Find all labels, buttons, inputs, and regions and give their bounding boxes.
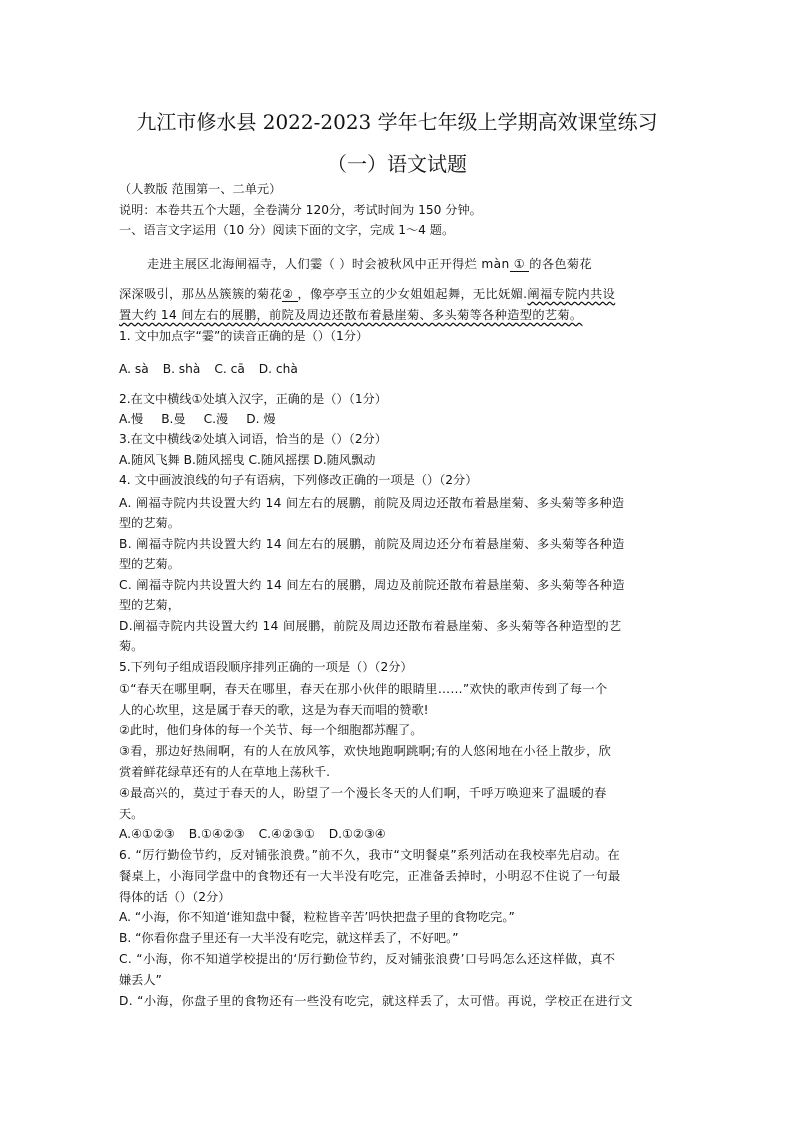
question-3-options: A.随风飞舞 B.随风摇曳 C.随风摇摆 D.随风飘动 — [119, 453, 376, 467]
passage-text: 的各色菊花 — [529, 257, 592, 271]
edition-note: （人教版 范围第一、二单元） — [119, 182, 282, 196]
question-4-option-c: C. 阐福寺院内共设置大约 14 间左右的展鹏，周边及前院还散布着悬崖菊、多头菊等各种造 — [119, 578, 625, 592]
option-c: C.④②③① — [258, 827, 315, 841]
passage-line-2 — [119, 286, 615, 302]
passage-line-3: 置大约 14 间左右的展鹏，前院及周边还散布着悬崖菊、多头菊等各种造型的艺菊。 — [119, 308, 583, 322]
question-4-option-a-cont: 型的艺菊。 — [119, 516, 180, 530]
option-a: A. sà — [119, 362, 149, 376]
option-b: B. shà — [162, 362, 201, 376]
option-d: D.①②③④ — [328, 827, 386, 841]
question-4-option-a: A. 阐福寺院内共设置大约 14 间左右的展鹏，前院及周边还散布着悬崖菊、多头菊等多种造 — [119, 496, 625, 510]
question-3-stem: 3.在文中横线②处填入词语，恰当的是（）（2分） — [119, 432, 387, 446]
blank-2: ② — [282, 287, 298, 301]
section-heading: 一、语言文字运用（10 分）阅读下面的文字，完成 1～4 题。 — [119, 223, 455, 237]
option-b: B.曼 — [161, 412, 186, 426]
option-a: A.慢 — [119, 412, 144, 426]
wavy-sentence: 阐福专院内共设 — [527, 287, 616, 301]
question-5-sentence-1-cont: 人的心坎里，这是属于春天的歌，这是为春天而唱的赞歌! — [119, 703, 429, 717]
passage-line-1 — [147, 256, 592, 272]
option-c: C.漫 — [203, 412, 229, 426]
question-5-sentence-4-cont: 天。 — [119, 807, 144, 821]
question-6-option-a: A. “小海，你不知道‘谁知盘中餐，粒粒皆辛苦’吗快把盘子里的食物吃完。” — [119, 910, 515, 924]
question-6-option-c-cont: 嫌丢人” — [119, 973, 162, 987]
option-d: D. chà — [258, 362, 298, 376]
question-4-option-b: B. 阐福寺院内共设置大约 14 间左右的展鹏，前院及周边还分布着悬崖菊、多头菊等各种造 — [119, 537, 625, 551]
question-4-option-c-cont: 型的艺菊， — [119, 598, 180, 612]
exam-title-line2: （一）语文试题 — [327, 152, 467, 176]
question-5-sentence-2: ②此时，他们身体的每一个关节、每一个细胞都苏醒了。 — [119, 723, 423, 737]
question-5-stem: 5.下列句子组成语段顺序排列正确的一项是（）（2分） — [119, 660, 413, 674]
question-4-stem: 4. 文中画波浪线的句子有语病，下列修改正确的一项是（）（2分） — [119, 473, 478, 487]
question-2-options — [119, 411, 294, 427]
question-5-sentence-3: ③看，那边好热闹啊，有的人在放风筝，欢快地跑啊跳啊;有的人悠闲地在小径上散步，欣 — [119, 744, 612, 758]
instructions: 说明：本卷共五个大题，全卷满分 120分，考试时间为 150 分钟。 — [119, 203, 482, 217]
blank-1: ① — [509, 257, 530, 271]
question-5-sentence-3-cont: 赏着鲜花绿草还有的人在草地上荡秋千. — [119, 765, 331, 779]
option-c: C. cā — [214, 362, 245, 376]
question-4-option-d: D.阐福寺院内共设置大约 14 间展鹏，前院及周边还散布着悬崖菊、多头菊等各种造型的艺 — [119, 619, 622, 633]
question-2-stem: 2.在文中横线①处填入汉字，正确的是（）（1分） — [119, 392, 387, 406]
question-6-stem-cont: 餐桌上，小海同学盘中的食物还有一大半没有吃完，正准备丢掉时，小明忍不住说了一句最 — [119, 869, 621, 883]
passage-text: ，像亭亭玉立的少女姐姐起舞，无比妩媚. — [297, 287, 528, 301]
question-5-options — [119, 826, 400, 842]
question-4-option-b-cont: 型的艺菊。 — [119, 557, 180, 571]
question-5-sentence-1: ①“春天在哪里啊，春天在哪里，春天在那小伙伴的眼睛里……”欢快的歌声传到了每一个 — [119, 682, 608, 696]
question-6-stem-end: 得体的话（）（2分） — [119, 890, 231, 904]
option-b: B.①④②③ — [188, 827, 245, 841]
option-d: D. 熳 — [246, 412, 276, 426]
passage-text: 深深吸引，那丛丛簇簇的菊花 — [119, 287, 282, 301]
exam-title-line1: 九江市修水县 2022-2023 学年七年级上学期高效课堂练习 — [136, 110, 658, 134]
question-6-option-c: C. “小海，你不知道学校提出的‘厉行勤俭节约，反对铺张浪费’口号吗怎么还这样做，真不 — [119, 952, 616, 966]
question-4-option-d-cont: 菊。 — [119, 639, 144, 653]
question-1-stem: 1. 文中加点字“霎”的读音正确的是（）（1分） — [119, 329, 369, 343]
question-1-options — [119, 361, 312, 377]
passage-text: 走进主展区北海闸福寺，人们霎（ ）时会被秋风中正开得烂 màn — [147, 257, 510, 271]
question-6-option-d: D. “小海，你盘子里的食物还有一些没有吃完，就这样丢了，太可惜。再说，学校正在进行文 — [119, 994, 633, 1008]
question-6-stem: 6. “厉行勤俭节约，反对铺张浪费。”前不久，我市“文明餐桌”系列活动在我校率先启动。在 — [119, 848, 620, 862]
question-6-option-b: B. “你看你盘子里还有一大半没有吃完，就这样丢了，不好吧。” — [119, 931, 459, 945]
question-5-sentence-4: ④最高兴的，莫过于春天的人，盼望了一个漫长冬天的人们啊，千呼万唤迎来了温暖的春 — [119, 786, 607, 800]
option-a: A.④①②③ — [119, 827, 175, 841]
